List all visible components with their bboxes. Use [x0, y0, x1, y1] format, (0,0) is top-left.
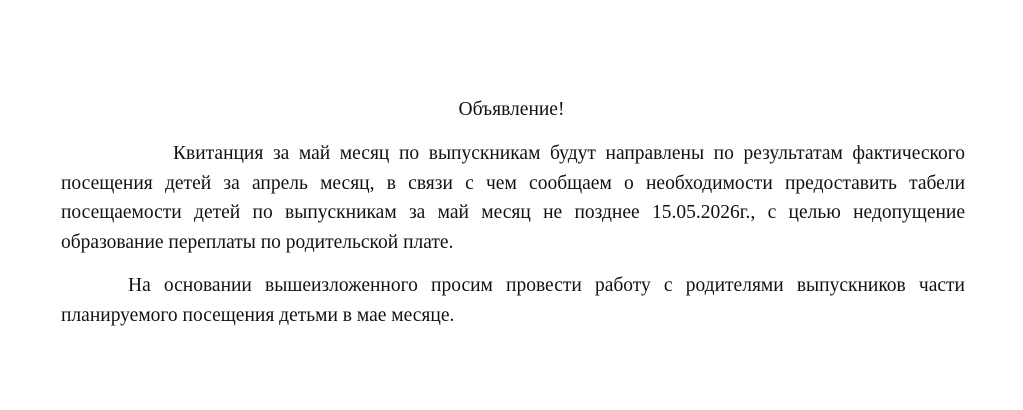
paragraph-request: На основании вышеизложенного просим провести работу с родителями выпускников части планируемого посещения детьми в мае месяце. — [61, 275, 965, 326]
paragraph-receipts: Квитанция за май месяц по выпускникам будут направлены по результатам фактического посещения детей за апрель месяц, в связи с чем сообщаем о необходимости предоставить табели посещаемости детей по выпускникам за май месяц не позднее 15.05.2026г., с целью недопущение образование переплаты по родительской плате. — [61, 143, 965, 254]
document-title: Объявление! — [458, 99, 565, 120]
